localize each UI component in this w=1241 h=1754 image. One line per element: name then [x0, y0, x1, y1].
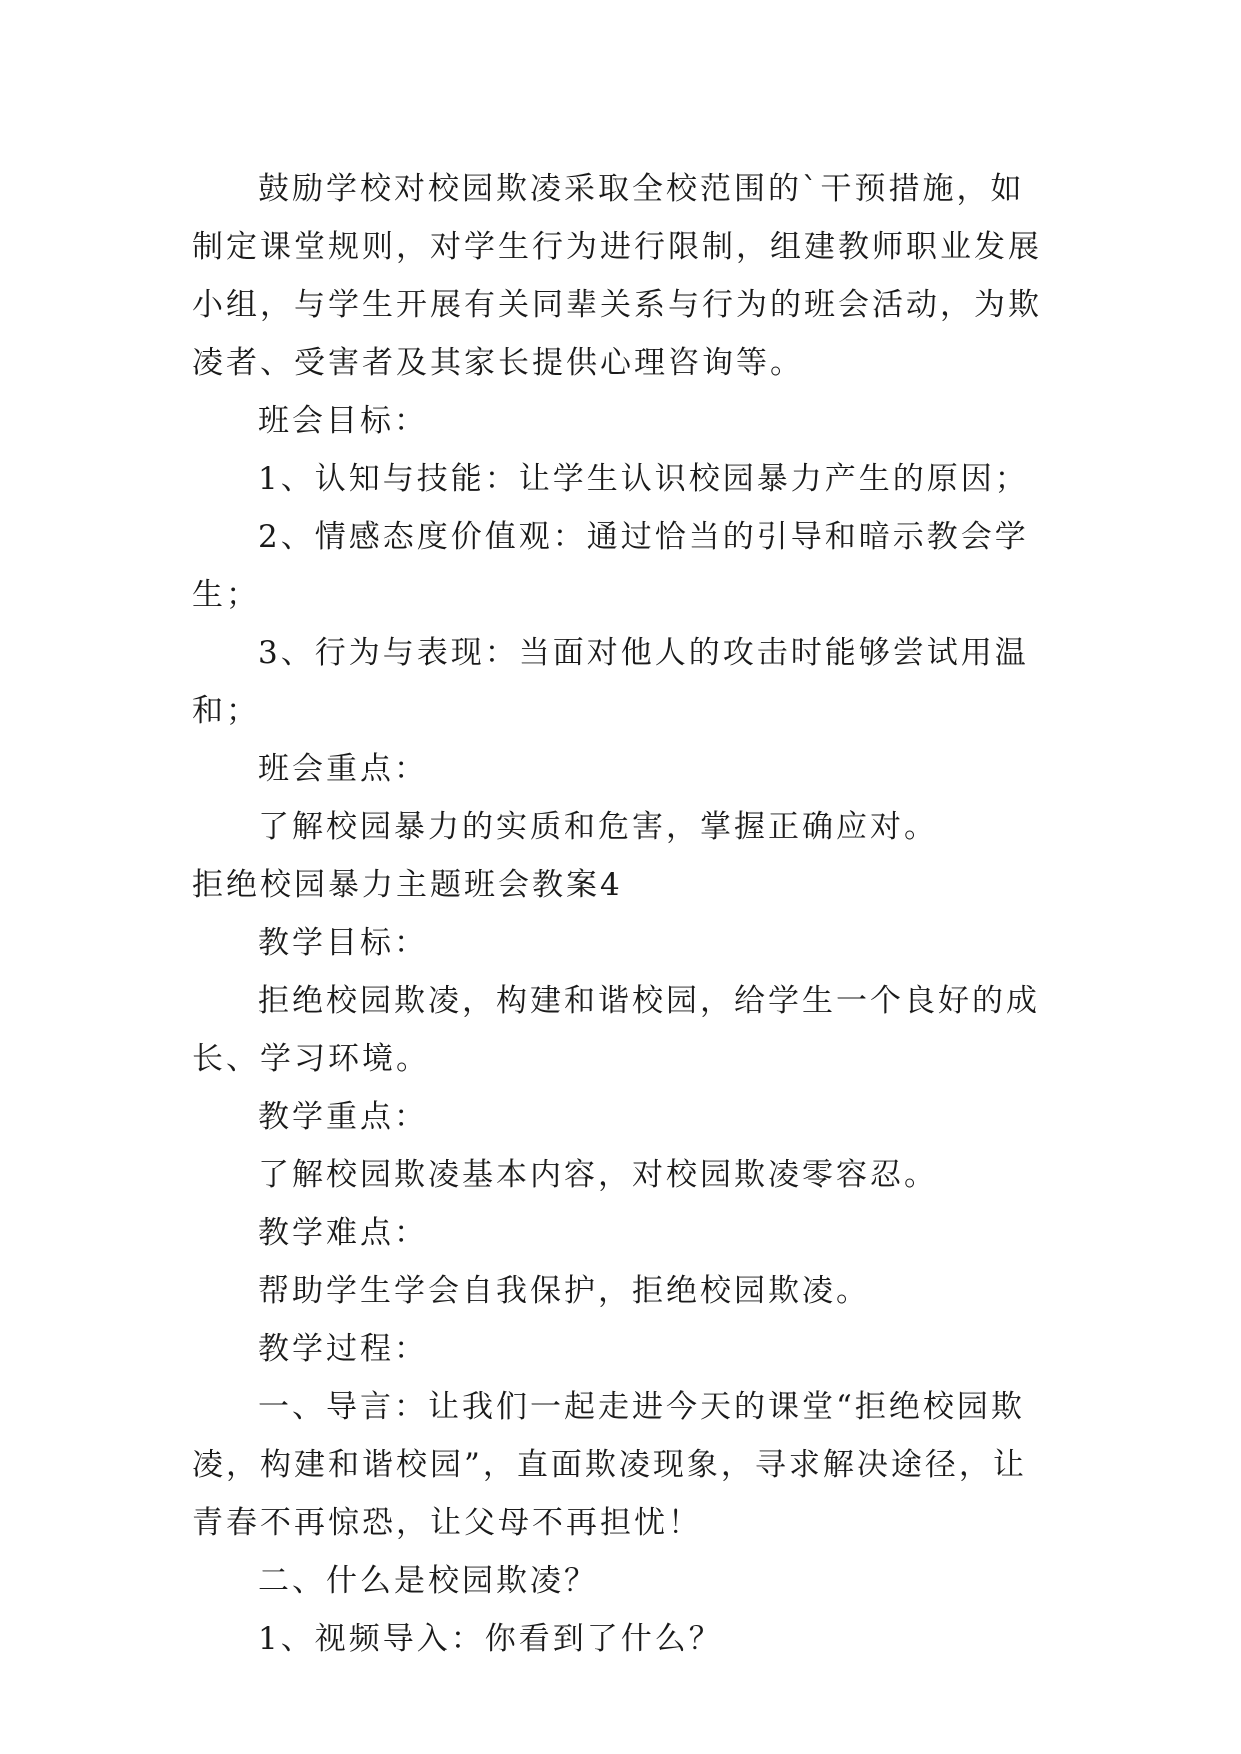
- teaching-objectives-text: 拒绝校园欺凌，构建和谐校园，给学生一个良好的成长、学习环境。: [192, 983, 1040, 1077]
- section-title-lesson-plan-4: 拒绝校园暴力主题班会教案4: [192, 867, 623, 903]
- process-step-what-is-bullying: 二、什么是校园欺凌？: [258, 1563, 598, 1599]
- class-focus-text: 了解校园暴力的实质和危害，掌握正确应对。: [258, 809, 938, 845]
- goal-item-1: 1、认知与技能：让学生认识校园暴力产生的原因；: [258, 461, 1029, 497]
- goal-item-2: 2、情感态度价值观：通过恰当的引导和暗示教会学生；: [192, 519, 1029, 613]
- goal-item-3: 3、行为与表现：当面对他人的攻击时能够尝试用温和；: [192, 635, 1029, 729]
- teaching-focus-text: 了解校园欺凌基本内容，对校园欺凌零容忍。: [258, 1157, 938, 1193]
- process-step-introduction: 一、导言：让我们一起走进今天的课堂“拒绝校园欺凌，构建和谐校园”，直面欺凌现象，寻求解决途径，让青春不再惊恐，让父母不再担忧！: [192, 1389, 1027, 1541]
- process-step-video-intro: 1、视频导入：你看到了什么？: [258, 1621, 723, 1657]
- heading-teaching-difficulty: 教学难点：: [258, 1215, 428, 1251]
- paragraph-intervention-measures: 鼓励学校对校园欺凌采取全校范围的`干预措施，如制定课堂规则，对学生行为进行限制，组建教师职业发展小组，与学生开展有关同辈关系与行为的班会活动，为欺凌者、受害者及其家长提供心理咨询等。: [192, 171, 1042, 381]
- heading-teaching-objectives: 教学目标：: [258, 925, 428, 961]
- heading-teaching-focus: 教学重点：: [258, 1099, 428, 1135]
- teaching-difficulty-text: 帮助学生学会自我保护，拒绝校园欺凌。: [258, 1273, 870, 1309]
- heading-teaching-process: 教学过程：: [258, 1331, 428, 1367]
- heading-class-focus: 班会重点：: [258, 751, 428, 787]
- document-body: [192, 160, 1058, 1668]
- heading-class-goals: 班会目标：: [258, 403, 428, 439]
